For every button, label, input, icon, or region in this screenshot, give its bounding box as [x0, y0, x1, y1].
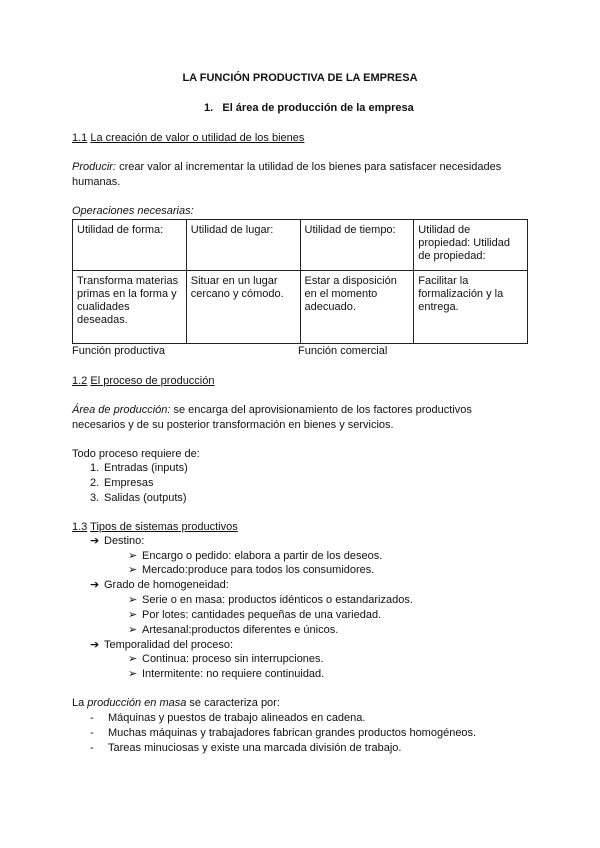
section-1-3-number: 1.3 — [72, 521, 88, 533]
group-label: Destino: — [104, 535, 145, 547]
sub-bullet — [128, 667, 324, 681]
table-header-cell: Utilidad de tiempo: — [300, 220, 414, 271]
list-item — [90, 491, 187, 505]
masa-post: se caracteriza por: — [186, 697, 280, 709]
masa-pre: La — [72, 697, 88, 709]
sub-bullet — [128, 549, 382, 563]
funcion-productiva-label: Función productiva — [72, 345, 165, 357]
producir-paragraph-line2: humanas. — [72, 176, 121, 188]
section-1-1-number: 1.1 — [72, 132, 88, 144]
sub-bullet-text: Continua: proceso sin interrupciones. — [142, 653, 324, 665]
arrowhead-bullet-icon: ➢ — [128, 668, 138, 680]
section-1-title: El área de producción de la empresa — [222, 102, 414, 114]
dash-item — [90, 726, 476, 740]
dash-item-text: Tareas minuciosas y existe una marcada división de trabajo. — [108, 742, 402, 754]
list-item — [90, 476, 154, 490]
list-item-text: Salidas (outputs) — [104, 492, 187, 504]
arrowhead-bullet-icon: ➢ — [128, 564, 138, 576]
sub-bullet-text: Serie o en masa: productos idénticos o estandarizados. — [142, 594, 413, 606]
operaciones-label: Operaciones necesarias: — [72, 205, 194, 217]
section-1-2-title: El proceso de producción — [90, 375, 215, 387]
bullet-group — [90, 638, 233, 652]
arrow-icon: ➔ — [90, 535, 100, 547]
dash-item-text: Máquinas y puestos de trabajo alineados en cadena. — [108, 712, 366, 724]
section-1-1-heading — [72, 131, 304, 145]
masa-intro — [72, 696, 280, 710]
sub-bullet-text: Artesanal:productos diferentes e únicos. — [142, 624, 339, 636]
dash-item-text: Muchas máquinas y trabajadores fabrican grandes productos homogéneos. — [108, 727, 477, 739]
producir-definition: crear valor al incrementar la utilidad de los bienes para satisfacer necesidades — [116, 161, 502, 173]
section-1-heading — [204, 101, 414, 115]
producir-term: Producir: — [72, 161, 117, 173]
dash-item — [90, 711, 365, 725]
table-cell: Transforma materias primas en la forma y cualidades deseadas. — [73, 271, 187, 344]
section-1-2-heading — [72, 374, 215, 388]
masa-term: producción en masa — [87, 697, 187, 709]
sub-bullet-text: Mercado:produce para todos los consumidores. — [142, 564, 375, 576]
table-row — [73, 271, 528, 344]
section-1-3-title: Tipos de sistemas productivos — [90, 521, 238, 533]
dash-item — [90, 741, 401, 755]
arrowhead-bullet-icon: ➢ — [128, 609, 138, 621]
funcion-comercial-label: Función comercial — [298, 345, 388, 357]
sub-bullet-text: Por lotes: cantidades pequeñas de una variedad. — [142, 609, 382, 621]
todo-proceso-text: Todo proceso requiere de: — [72, 448, 200, 460]
list-item-text: Empresas — [104, 477, 154, 489]
area-term: Área de producción: — [72, 404, 171, 416]
arrowhead-bullet-icon: ➢ — [128, 594, 138, 606]
document-title: LA FUNCIÓN PRODUCTIVA DE LA EMPRESA — [182, 72, 418, 84]
section-1-2-number: 1.2 — [72, 375, 88, 387]
arrowhead-bullet-icon: ➢ — [128, 653, 138, 665]
sub-bullet — [128, 563, 374, 577]
table-header-cell: Utilidad de forma: — [73, 220, 187, 271]
group-label: Temporalidad del proceso: — [104, 639, 234, 651]
table-header-cell: Utilidad de lugar: — [186, 220, 300, 271]
table-cell: Estar a disposición en el momento adecuado. — [300, 271, 414, 344]
arrow-icon: ➔ — [90, 579, 100, 591]
sub-bullet — [128, 608, 381, 622]
area-definition: se encarga del aprovisionamiento de los factores productivos — [170, 404, 472, 416]
sub-bullet — [128, 652, 324, 666]
sub-bullet-text: Intermitente: no requiere continuidad. — [142, 668, 325, 680]
group-label: Grado de homogeneidad: — [104, 579, 229, 591]
area-paragraph-line1 — [72, 403, 472, 417]
list-item-text: Entradas (inputs) — [104, 462, 188, 474]
list-number: 3. — [90, 492, 100, 504]
bullet-group — [90, 578, 229, 592]
operations-table — [72, 219, 528, 344]
table-header-row — [73, 220, 528, 271]
dash-bullet: - — [90, 742, 94, 754]
list-number: 1. — [90, 462, 100, 474]
table-header-cell: Utilidad de propiedad: Utilidad de propiedad: — [414, 220, 528, 271]
producir-paragraph-line1 — [72, 160, 501, 174]
sub-bullet-text: Encargo o pedido: elabora a partir de los deseos. — [142, 550, 383, 562]
sub-bullet — [128, 623, 338, 637]
dash-bullet: - — [90, 727, 94, 739]
list-item — [90, 461, 188, 475]
list-number: 2. — [90, 477, 100, 489]
arrowhead-bullet-icon: ➢ — [128, 624, 138, 636]
table-cell: Situar en un lugar cercano y cómodo. — [186, 271, 300, 344]
table-cell: Facilitar la formalización y la entrega. — [414, 271, 528, 344]
area-paragraph-line2: necesarios y de su posterior transformación en bienes y servicios. — [72, 419, 394, 431]
dash-bullet: - — [90, 712, 94, 724]
arrow-icon: ➔ — [90, 639, 100, 651]
section-1-3-heading — [72, 520, 238, 534]
section-1-1-title: La creación de valor o utilidad de los bienes — [90, 132, 305, 144]
arrowhead-bullet-icon: ➢ — [128, 550, 138, 562]
sub-bullet — [128, 593, 413, 607]
bullet-group — [90, 534, 144, 548]
section-1-number: 1. — [204, 102, 214, 114]
